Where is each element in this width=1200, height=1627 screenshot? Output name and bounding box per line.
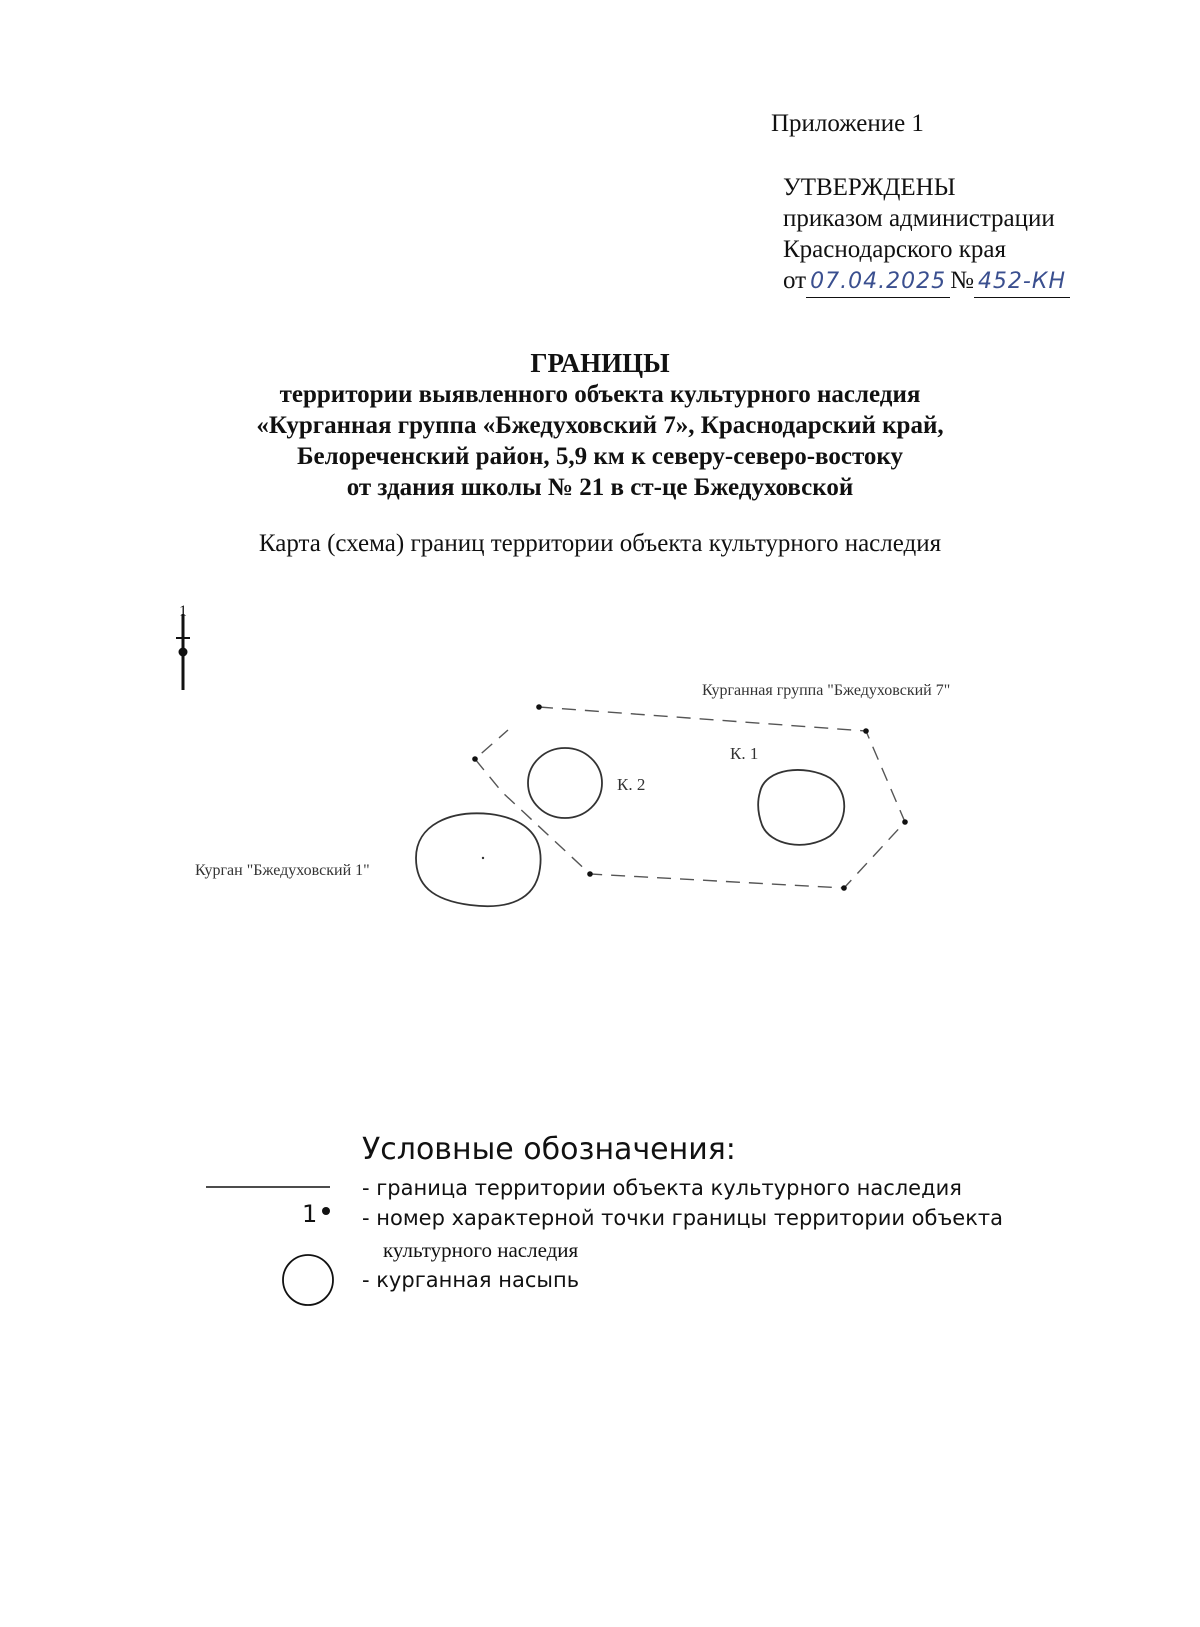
k1-label: К. 1 [730,744,759,763]
approved-line: Краснодарского края [783,236,1006,263]
legend-item-point: - номер характерной точки границы территории объекта [362,1206,1004,1230]
document-title [0,348,1200,503]
legend-title: Условные обозначения: [362,1132,736,1167]
boundary-point [536,704,542,710]
legend-point-number: 1 [302,1200,318,1228]
approval-block [783,172,1070,298]
legend-item-mound: - курганная насыпь [362,1268,580,1292]
title-line: «Курганная группа «Бжедуховский 7», Краснодарский край, [256,412,944,439]
kurgan1-label: Курган "Бжедуховский 1" [195,862,370,879]
mound-k2 [528,748,602,818]
handwritten-number: 452-КН [974,266,1070,298]
legend-item-point-cont: культурного наследия [383,1238,579,1262]
legend-symbols [0,1170,400,1310]
handwritten-date: 07.04.2025 [806,266,950,298]
date-prefix: от [783,267,807,294]
title-line: территории выявленного объекта культурного наследия [279,381,921,408]
appendix-label: Приложение 1 [771,110,924,137]
boundary-point [863,728,869,734]
north-mark: 1 [179,603,187,620]
north-arrow [176,603,190,690]
kurgan-bzheduhovsky-1 [416,813,541,906]
legend-mound-circle [283,1255,333,1305]
territory-boundary [475,707,905,888]
boundary-point [472,756,478,762]
order-date-number-line [783,265,1070,298]
k2-label: К. 2 [617,775,646,794]
boundary-point [902,819,908,825]
boundary-point [587,871,593,877]
boundary-point [841,885,847,891]
approved-line: приказом администрации [783,205,1055,232]
number-prefix: № [950,267,974,294]
approved-line: УТВЕРЖДЕНЫ [783,174,956,201]
map-caption: Карта (схема) границ территории объекта культурного наследия [258,530,942,557]
legend-point-dot [322,1207,330,1215]
legend-item-boundary: - граница территории объекта культурного наследия [362,1176,962,1200]
group-label: Курганная группа "Бжедуховский 7" [702,682,951,699]
boundary-map [0,600,1200,940]
title-line: Белореченский район, 5,9 км к северу-северо-востоку [297,443,903,470]
mound-k1 [758,770,844,845]
title-line: от здания школы № 21 в ст-це Бжедуховской [346,474,854,501]
title-heading: ГРАНИЦЫ [530,348,670,378]
